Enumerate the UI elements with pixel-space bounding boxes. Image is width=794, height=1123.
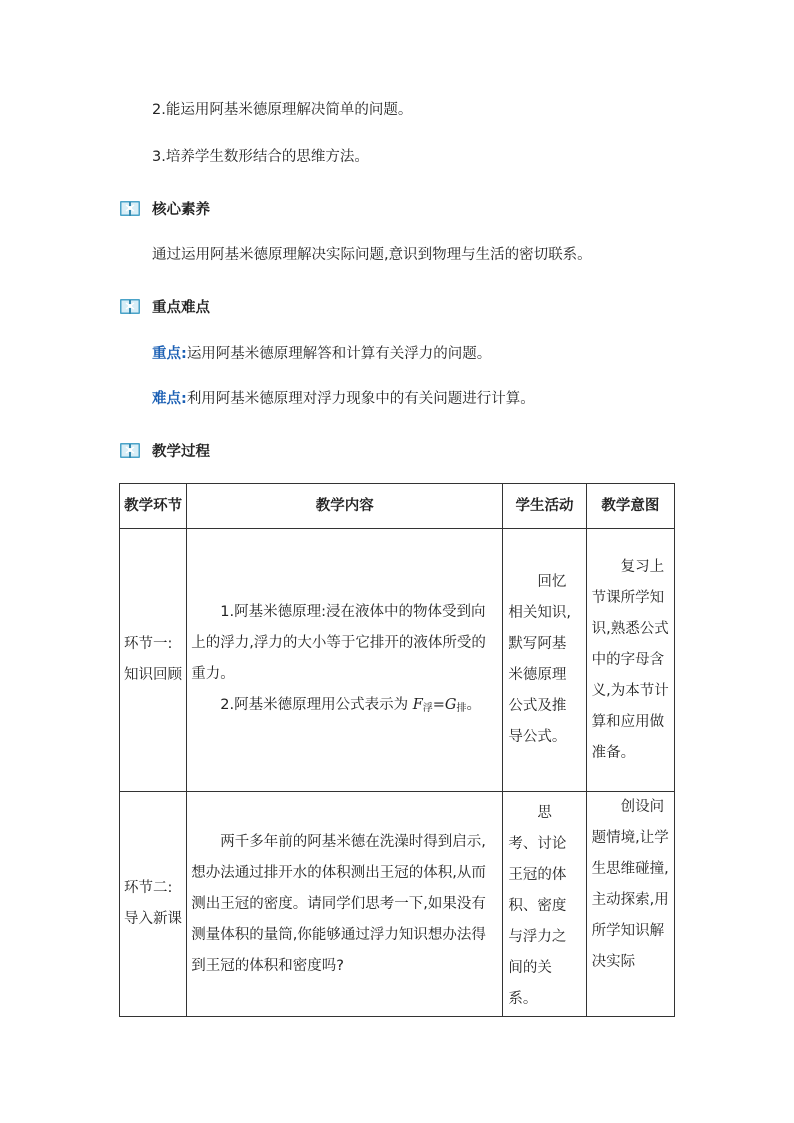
lesson-table (119, 483, 675, 1017)
activity-text: 思考、讨论王冠的体积、密度与浮力之间的关系。 (508, 805, 567, 1007)
formula-g: G (444, 696, 457, 713)
activity-cell (503, 529, 586, 792)
section-heading-process (120, 438, 210, 462)
formula-end: 。 (466, 696, 481, 713)
stage-cell: 环节二:导入新课 (120, 792, 187, 1017)
header-activity: 学生活动 (503, 484, 586, 529)
table-row (120, 792, 675, 1017)
intent-cell (586, 792, 674, 1017)
intent-text: 复习上节课所学知识,熟悉公式中的字母含义,为本节计算和应用做准备。 (591, 558, 669, 761)
section-title-key-points: 重点难点 (152, 299, 210, 316)
core-text: 通过运用阿基米德原理解决实际问题,意识到物理与生活的密切联系。 (152, 247, 592, 263)
difficulty-line (152, 388, 535, 410)
formula-f-sub: 浮 (422, 702, 433, 714)
header-stage: 教学环节 (120, 484, 187, 529)
formula-f: F (412, 696, 423, 713)
intent-text: 创设问题情境,让学生思维碰撞,主动探索,用所学知识解决实际 (591, 799, 669, 970)
activity-text: 回忆相关知识,默写阿基米德原理公式及推导公式。 (508, 574, 571, 745)
formula-eq: = (432, 696, 445, 713)
content-cell (187, 792, 503, 1017)
intent-cell (586, 529, 674, 792)
focus-label: 重点: (152, 346, 187, 362)
focus-line (152, 343, 491, 365)
activity-cell (503, 792, 586, 1017)
table-row (120, 529, 675, 792)
difficulty-label: 难点: (152, 391, 187, 407)
book-icon (120, 441, 140, 459)
book-icon (120, 199, 140, 217)
objective-item-3: 3.培养学生数形结合的思维方法。 (152, 149, 369, 165)
content-paragraph: 两千多年前的阿基米德在洗澡时得到启示,想办法通过排开水的体积测出王冠的体积,从而测出王冠的密度。请同学们思考一下,如果没有测量体积的量筒,你能够通过浮力知识想办法得到王冠的体积和密度吗? (191, 833, 486, 974)
focus-text: 运用阿基米德原理解答和计算有关浮力的问题。 (186, 346, 492, 362)
content-paragraph: 1.阿基米德原理:浸在液体中的物体受到向上的浮力,浮力的大小等于它排开的液体所受的重力。 (191, 603, 486, 682)
table-header-row (120, 484, 675, 529)
header-content: 教学内容 (187, 484, 503, 529)
content-formula-paragraph (191, 690, 498, 724)
section-title-core: 核心素养 (152, 201, 210, 218)
formula-g-sub: 排 (456, 702, 467, 714)
content-cell (187, 529, 503, 792)
section-title-process: 教学过程 (152, 443, 210, 460)
header-intent: 教学意图 (586, 484, 674, 529)
objective-item-2: 2.能运用阿基米德原理解决简单的问题。 (152, 102, 413, 118)
book-icon (120, 297, 140, 315)
section-heading-core (120, 196, 210, 220)
stage-cell: 环节一:知识回顾 (120, 529, 187, 792)
section-heading-key-points (120, 294, 210, 318)
formula-prefix: 2.阿基米德原理用公式表示为 (220, 696, 409, 713)
difficulty-text: 利用阿基米德原理对浮力现象中的有关问题进行计算。 (186, 391, 535, 407)
